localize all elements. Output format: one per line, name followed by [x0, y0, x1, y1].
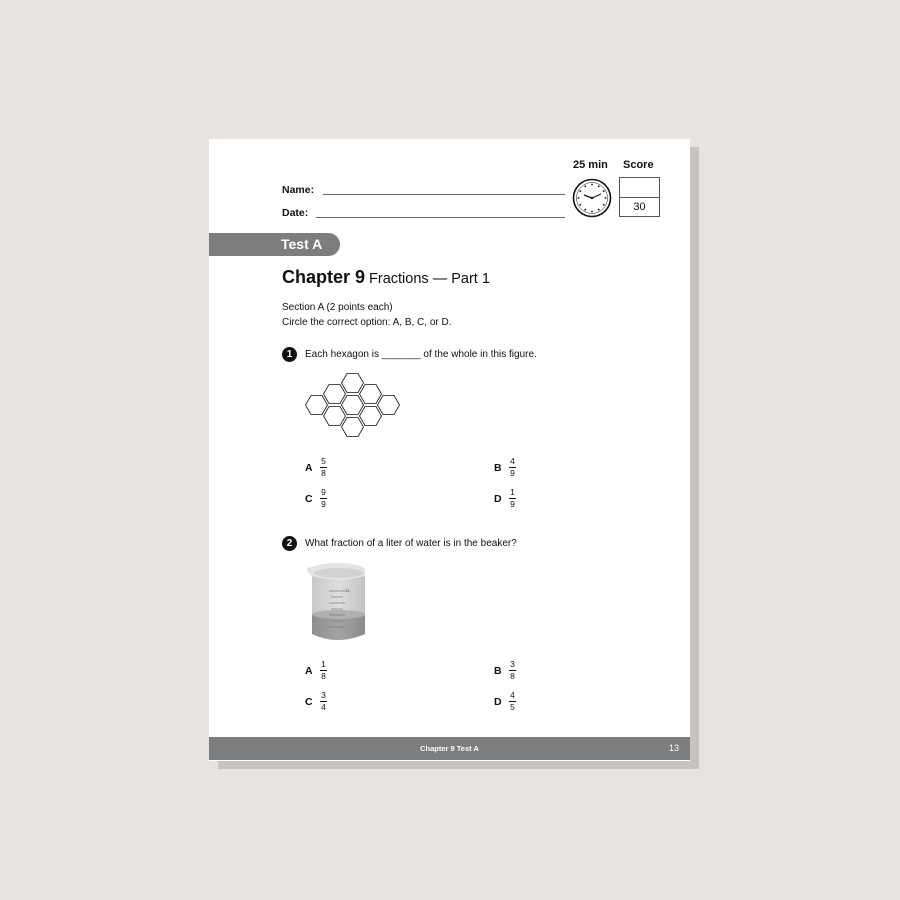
option-letter: D	[494, 492, 502, 505]
hexagon-figure	[304, 372, 404, 438]
section-title: Section A (2 points each)	[282, 302, 393, 313]
option-fraction	[509, 457, 516, 478]
name-label: Name:	[282, 184, 315, 196]
option-letter: D	[494, 695, 502, 708]
fraction-numerator: 3	[510, 659, 515, 669]
beaker-mark-label: 1L	[345, 588, 351, 593]
fraction-denominator: 4	[321, 702, 326, 712]
option-fraction	[320, 660, 327, 681]
option-fraction	[509, 488, 516, 509]
fraction-numerator: 3	[321, 690, 326, 700]
option-b[interactable]	[494, 660, 516, 681]
fraction-denominator: 5	[510, 702, 515, 712]
option-letter: B	[494, 461, 502, 474]
score-label: Score	[623, 159, 654, 171]
fraction-denominator: 8	[510, 671, 515, 681]
chapter-number: Chapter 9	[282, 267, 366, 287]
option-letter: A	[305, 664, 313, 677]
option-a[interactable]	[305, 660, 327, 681]
option-d[interactable]	[494, 691, 516, 712]
fraction-denominator: 8	[321, 671, 326, 681]
score-box[interactable]	[619, 177, 660, 217]
section-instruction: Circle the correct option: A, B, C, or D.	[282, 317, 452, 328]
date-field[interactable]	[316, 217, 565, 218]
fraction-numerator: 4	[510, 690, 515, 700]
question-number-badge: 2	[282, 536, 297, 551]
score-total: 30	[633, 201, 646, 213]
fraction-numerator: 1	[510, 487, 515, 497]
page-title	[282, 267, 490, 288]
score-entry-field[interactable]	[620, 178, 659, 198]
option-fraction	[320, 691, 327, 712]
option-c[interactable]	[305, 691, 327, 712]
fraction-denominator: 9	[510, 468, 515, 478]
page-footer	[209, 737, 690, 760]
question-text: Each hexagon is _______ of the whole in this figure.	[305, 349, 537, 360]
test-tab: Test A	[209, 233, 340, 256]
fraction-denominator: 8	[321, 468, 326, 478]
option-letter: B	[494, 664, 502, 677]
footer-title: Chapter 9 Test A	[420, 744, 479, 753]
option-fraction	[509, 660, 516, 681]
page-number: 13	[668, 743, 679, 753]
option-c[interactable]	[305, 488, 327, 509]
option-letter: A	[305, 461, 313, 474]
worksheet-page	[209, 139, 690, 761]
fraction-denominator: 9	[321, 499, 326, 509]
beaker-illustration	[305, 562, 369, 644]
fraction-numerator: 9	[321, 487, 326, 497]
date-label: Date:	[282, 207, 309, 219]
timer-label: 25 min	[573, 159, 608, 171]
fraction-numerator: 5	[321, 456, 326, 466]
option-letter: C	[305, 492, 313, 505]
chapter-subtitle: Fractions — Part 1	[369, 271, 490, 287]
option-b[interactable]	[494, 457, 516, 478]
option-fraction	[320, 457, 327, 478]
fraction-numerator: 1	[321, 659, 326, 669]
option-fraction	[509, 691, 516, 712]
option-letter: C	[305, 695, 313, 708]
option-a[interactable]	[305, 457, 327, 478]
name-field[interactable]	[323, 194, 565, 195]
option-fraction	[320, 488, 327, 509]
question-text: What fraction of a liter of water is in the beaker?	[305, 538, 517, 549]
clock-icon	[572, 178, 612, 218]
question-number-badge: 1	[282, 347, 297, 362]
option-d[interactable]	[494, 488, 516, 509]
fraction-numerator: 4	[510, 456, 515, 466]
fraction-denominator: 9	[510, 499, 515, 509]
